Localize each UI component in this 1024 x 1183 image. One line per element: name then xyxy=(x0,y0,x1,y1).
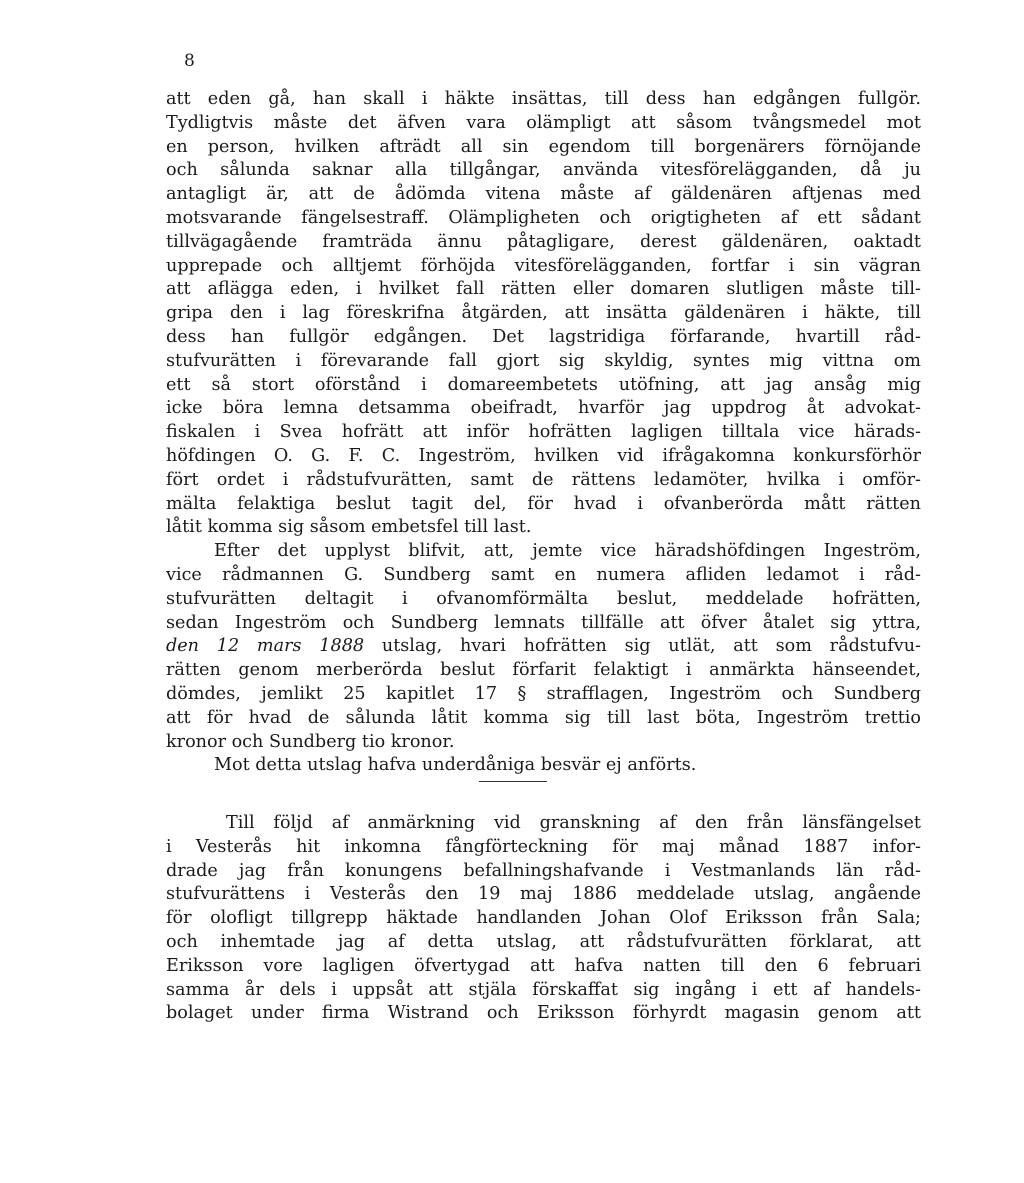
section-divider xyxy=(479,781,547,782)
text-line: att för hvad de sålunda låtit komma sig till last böta, Ingeström trettio xyxy=(166,707,921,728)
text-line: för olofligt tillgrepp häktade handlanden Johan Olof Eriksson från Sala; xyxy=(166,908,921,929)
main-text xyxy=(166,88,921,778)
text-line: drade jag från konungens befallningshafvande i Vestmanlands län råd- xyxy=(166,860,921,881)
text-line: vice rådmannen G. Sundberg samt en numera afliden ledamot i råd- xyxy=(166,564,921,585)
text-line: antagligt är, att de ådömda vitena måste af gäldenären aftjenas med xyxy=(166,184,921,205)
text-fragment: utslag, hvari hofrätten sig utlät, att som rådstufvu- xyxy=(364,636,921,657)
paragraph-2 xyxy=(166,540,921,754)
text-line: och inhemtade jag af detta utslag, att rådstufvurätten förklarat, att xyxy=(166,931,921,952)
text-line: stufvurätten deltagit i ofvanomförmälta beslut, meddelade hofrätten, xyxy=(166,588,921,609)
text-line: Eriksson vore lagligen öfvertygad att hafva natten till den 6 februari xyxy=(166,955,921,976)
text-line: Till följd af anmärkning vid granskning af den från länsfängelset xyxy=(226,813,921,833)
text-line: Tydligtvis måste det äfven vara olämpligt att såsom tvångsmedel mot xyxy=(166,112,921,133)
text-line: Mot detta utslag hafva underdåniga besvär ej anförts. xyxy=(214,755,697,776)
text-line: och sålunda saknar alla tillgångar, använda vitesförelägganden, då ju xyxy=(166,160,921,181)
page-number: 8 xyxy=(184,51,195,71)
text-line: en person, hvilken afträdt all sin egendom till borgenärers förnöjande xyxy=(166,136,921,157)
text-line: fiskalen i Svea hofrätt att inför hofrätten lagligen tilltala vice härads- xyxy=(166,422,921,443)
paragraph-3 xyxy=(166,754,921,778)
text-line: sedan Ingeström och Sundberg lemnats tillfälle att öfver åtalet sig yttra, xyxy=(166,612,921,633)
text-line: höfdingen O. G. F. C. Ingeström, hvilken vid ifrågakomna konkursförhör xyxy=(166,445,921,466)
text-line: att aflägga eden, i hvilket fall rätten eller domaren slutligen måste till- xyxy=(166,279,921,300)
text-line: rätten genom merberörda beslut förfarit felaktigt i anmärkta hänseendet, xyxy=(166,660,921,681)
text-line: upprepade och alltjemt förhöjda vitesförelägganden, fortfar i sin vägran xyxy=(166,255,921,276)
paragraph-1 xyxy=(166,88,921,540)
text-line: stufvurättens i Vesterås den 19 maj 1886 meddelade utslag, angående xyxy=(166,884,921,905)
text-line: motsvarande fängelsestraff. Olämpligheten och origtigheten af ett sådant xyxy=(166,207,921,228)
text-line: låtit komma sig såsom embetsfel till last. xyxy=(166,517,532,538)
paragraph-4 xyxy=(166,812,921,1026)
text-line xyxy=(166,635,921,659)
text-line: mälta felaktiga beslut tagit del, för hvad i ofvanberörda mått rätten xyxy=(166,493,921,514)
text-line: dess han fullgör edgången. Det lagstridiga förfarande, hvartill råd- xyxy=(166,326,921,347)
text-line: icke böra lemna detsamma obeifradt, hvarför jag uppdrog åt advokat- xyxy=(166,398,921,419)
text-line: i Vesterås hit inkomna fångförteckning för maj månad 1887 infor- xyxy=(166,836,921,857)
text-line: att eden gå, han skall i häkte insättas, till dess han edgången fullgör. xyxy=(166,89,921,109)
text-line: ett så stort oförstånd i domareembetets utöfning, att jag ansåg mig xyxy=(166,374,921,395)
second-section xyxy=(166,812,921,1026)
verdict-date: den 12 mars 1888 xyxy=(166,636,365,657)
text-line: kronor och Sundberg tio kronor. xyxy=(166,731,455,752)
text-line: stufvurätten i förevarande fall gjort sig skyldig, syntes mig vittna om xyxy=(166,350,921,371)
text-line: fört ordet i rådstufvurätten, samt de rättens ledamöter, hvilka i omför- xyxy=(166,469,921,490)
text-line: tillvägagående framträda ännu påtagligare, derest gäldenären, oaktadt xyxy=(166,231,921,252)
text-line: Efter det upplyst blifvit, att, jemte vice häradshöfdingen Ingeström, xyxy=(214,541,921,562)
text-line: dömdes, jemlikt 25 kapitlet 17 § strafflagen, Ingeström och Sundberg xyxy=(166,683,921,704)
text-line: bolaget under firma Wistrand och Eriksson förhyrdt magasin genom att xyxy=(166,1003,921,1024)
text-line: samma år dels i uppsåt att stjäla förskaffat sig ingång i ett af handels- xyxy=(166,979,921,1000)
text-line: gripa den i lag föreskrifna åtgärden, att insätta gäldenären i häkte, till xyxy=(166,303,921,324)
